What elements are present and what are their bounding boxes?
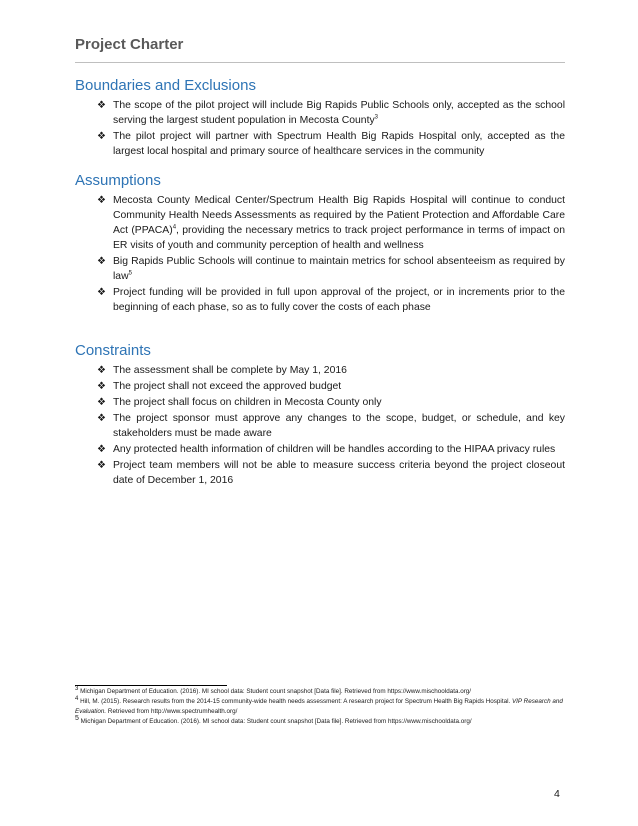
section-heading-assumptions: Assumptions (75, 172, 161, 189)
bullet-list-boundaries (75, 98, 565, 159)
header-divider (75, 62, 565, 63)
diamond-bullet-icon: ❖ (97, 365, 106, 376)
footnote: 4 Hill, M. (2015). Research results from the 2014-15 community-wide health needs assessment: A research project for Spectrum Health Big Rapids Hospital. VIP Research and Evaluation. Retrieved from http://www.spectrumhealth.org/ (75, 695, 563, 715)
section-constraints (75, 342, 565, 489)
bullet-list-constraints (75, 363, 565, 488)
list-item: ❖ Any protected health information of children will be handles according to the HIPAA privacy rules (97, 444, 556, 455)
list-item: ❖ Project team members will not be able to measure success criteria beyond the project closeout date of December 1, 2016 (97, 460, 565, 486)
list-item: ❖ Project funding will be provided in full upon approval of the project, or in increments prior to the beginning of each phase, so as to fully cover the costs of each phase (97, 287, 565, 313)
footnotes (75, 687, 565, 727)
list-item: ❖ The project shall not exceed the approved budget (97, 381, 342, 392)
footnote: 3 Michigan Department of Education. (2016). MI school data: Student count snapshot [Data file]. Retrieved from https://www.mischooldata.org/ (75, 685, 472, 695)
list-item: ❖ Big Rapids Public Schools will continue to maintain metrics for school absenteeism as required by law$^5$ (97, 256, 565, 282)
section-boundaries (75, 77, 565, 160)
footnote-ref: 4 (172, 224, 177, 231)
list-item: ❖ The scope of the pilot project will include Big Rapids Public Schools only, accepted as the school serving the largest student population in Mecosta County$^3$ (97, 100, 565, 126)
page-header-title: Project Charter (75, 36, 184, 53)
diamond-bullet-icon: ❖ (97, 287, 106, 298)
section-assumptions (75, 172, 565, 316)
page-number: 4 (554, 788, 560, 800)
list-item: ❖ The pilot project will partner with Spectrum Health Big Rapids Hospital only, accepted as the largest local hospital and primary source of healthcare services in the community (97, 131, 565, 157)
footnote-ref: 3 (374, 114, 378, 121)
section-heading-boundaries: Boundaries and Exclusions (75, 77, 256, 94)
diamond-bullet-icon: ❖ (97, 413, 106, 424)
diamond-bullet-icon: ❖ (97, 131, 106, 142)
diamond-bullet-icon: ❖ (97, 444, 106, 455)
diamond-bullet-icon: ❖ (97, 381, 106, 392)
footnote-ref: 5 (128, 270, 132, 277)
diamond-bullet-icon: ❖ (97, 397, 106, 408)
list-item: ❖ Mecosta County Medical Center/Spectrum Health Big Rapids Hospital will continue to conduct Community Health Needs Assessments as required by the Patient Protection and Affordable Care Act (PPACA)$^4$, providing the necessary metrics to track project performance in terms of impact on ER visits of youth and community perception of health and wellness (97, 195, 565, 251)
diamond-bullet-icon: ❖ (97, 460, 106, 471)
diamond-bullet-icon: ❖ (97, 195, 106, 206)
list-item: ❖ The project shall focus on children in Mecosta County only (97, 397, 382, 408)
section-heading-constraints: Constraints (75, 342, 151, 359)
bullet-list-assumptions (75, 193, 565, 315)
footnote-divider (75, 685, 227, 686)
diamond-bullet-icon: ❖ (97, 100, 106, 111)
footnote: 5 Michigan Department of Education. (2016). MI school data: Student count snapshot [Data file]. Retrieved from https://www.mischooldata.org/ (75, 714, 472, 725)
list-item: ❖ The project sponsor must approve any changes to the scope, budget, or schedule, and key stakeholders must be made aware (97, 413, 565, 439)
diamond-bullet-icon: ❖ (97, 256, 106, 267)
list-item: ❖ The assessment shall be complete by May 1, 2016 (97, 365, 347, 376)
